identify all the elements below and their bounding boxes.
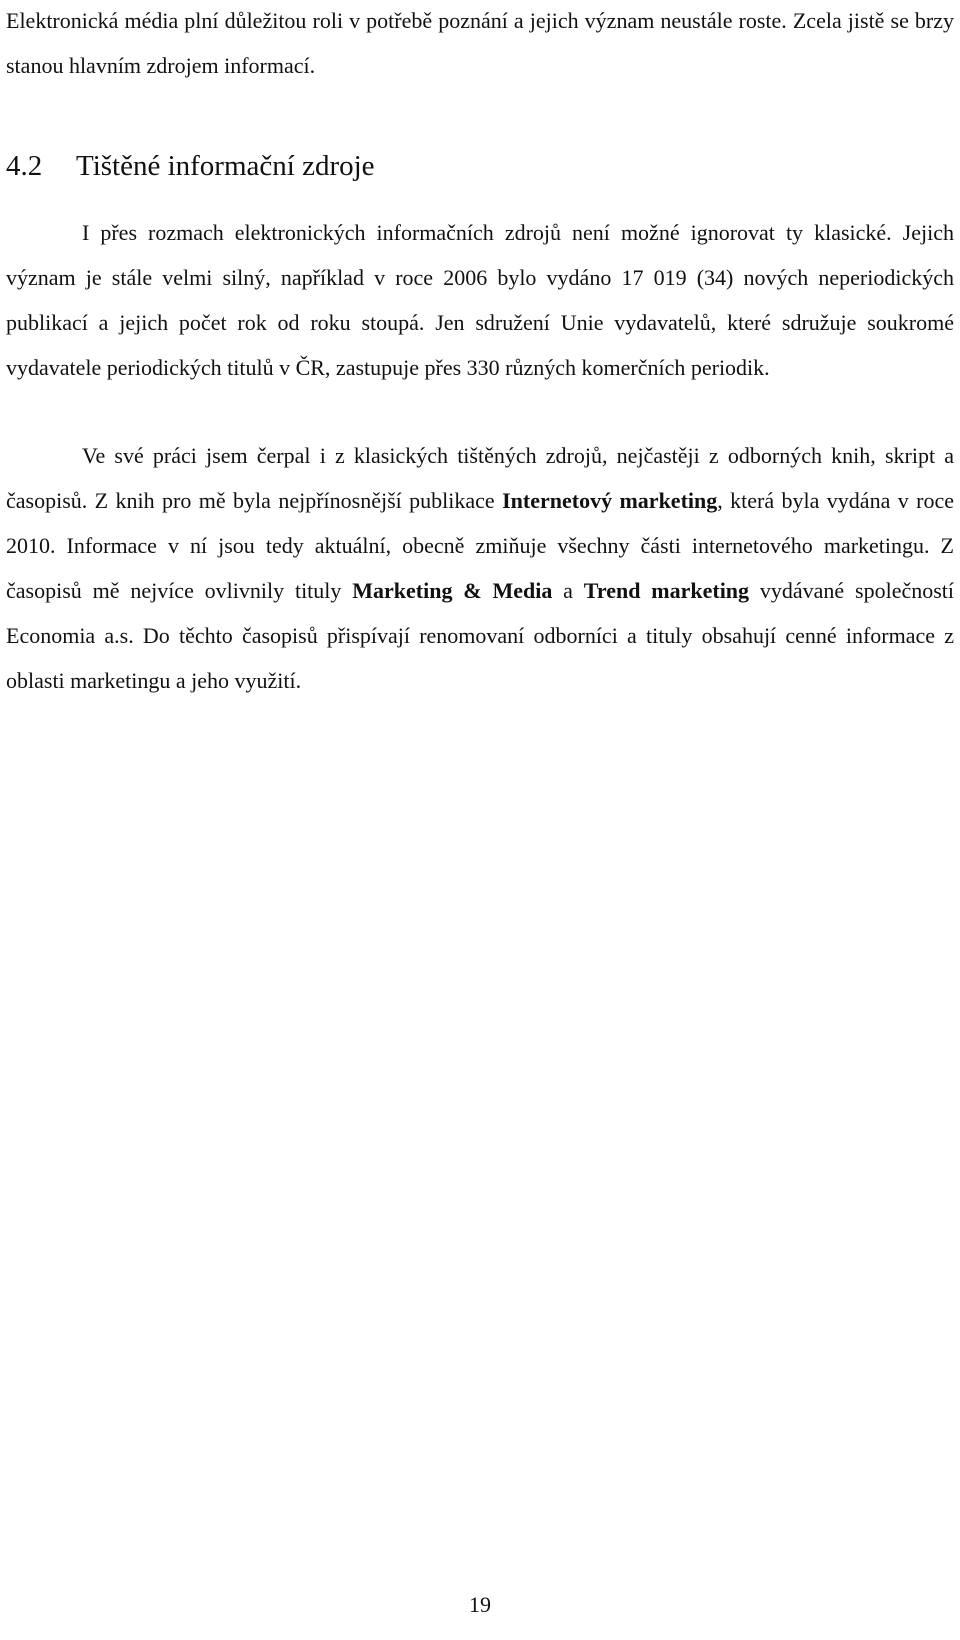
section-number: 4.2 (6, 150, 43, 182)
magazine-title-trend-marketing: Trend marketing (583, 578, 750, 603)
section-title: Tištěné informační zdroje (76, 150, 375, 182)
paragraph-own-sources (6, 433, 954, 703)
intro-paragraph: Elektronická média plní důležitou roli v potřebě poznání a jejich význam neustále roste. Zcela jistě se brzy stanou hlavním zdrojem informací. (6, 8, 954, 78)
paragraph-text: , která byla vydána v roce 2010. Informace v ní jsou tedy aktuální, obecně zmiňuje všechny části internetového marketingu. Z časopisů mě nejvíce ovlivnily tituly (6, 488, 955, 603)
page-number: 19 (469, 1592, 491, 1617)
paragraph-printed-sources: I přes rozmach elektronických informačních zdrojů není možné ignorovat ty klasické. Jejich význam je stále velmi silný, například v roce 2006 bylo vydáno 17 019 (34) nových neperiodických publikací a jejich počet rok od roku stoupá. Jen sdružení Unie vydavatelů, které sdružuje soukromé vydavatele periodických titulů v ČR, zastupuje přes 330 různých komerčních periodik. (6, 220, 954, 380)
paragraph-text: vydávané společností Economia a.s. Do těchto časopisů přispívají renomovaní odborníci a tituly obsahují cenné informace z oblasti marketingu a jeho využití. (6, 578, 955, 693)
document-page (6, 0, 954, 703)
magazine-title-marketing-media: Marketing & Media (352, 578, 553, 603)
paragraph-text: a (552, 578, 584, 603)
book-title-internetovy-marketing: Internetový marketing (502, 488, 718, 513)
paragraph-text: Ve své práci jsem čerpal i z klasických tištěných zdrojů, nejčastěji z odborných knih, skript a časopisů. Z knih pro mě byla nejpřínosnější publikace (6, 443, 954, 513)
section-heading (6, 146, 954, 186)
